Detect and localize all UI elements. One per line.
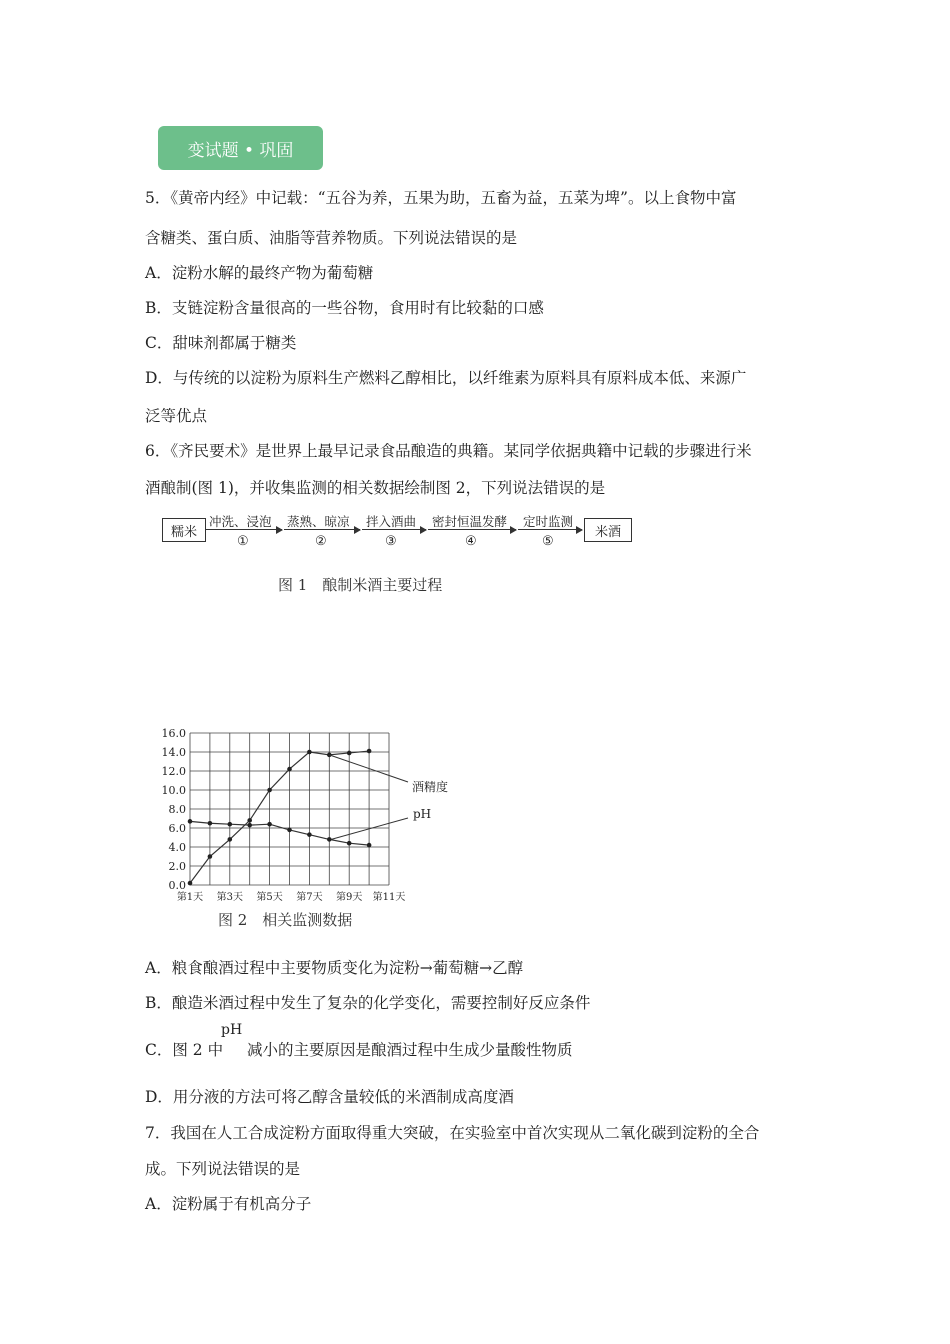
q5-option-c: C．甜味剂都属于糖类 (145, 334, 297, 352)
data-point (188, 881, 193, 886)
flow-arrow (284, 529, 360, 530)
data-point (228, 837, 233, 842)
x-tick-label: 第3天 (216, 892, 243, 903)
q6-option-a: A．粮食酿酒过程中主要物质变化为淀粉→葡萄糖→乙醇 (145, 959, 524, 977)
q5-option-b: B．支链淀粉含量很高的一些谷物，食用时有比较黏的口感 (145, 299, 544, 317)
data-point (247, 818, 252, 823)
figure2-chart (150, 720, 450, 935)
flow-step-label: 密封恒温发酵 (432, 514, 508, 529)
x-tick-label: 第1天 (176, 892, 204, 903)
data-point (367, 749, 372, 754)
flow-start-box: 糯米 (162, 518, 206, 542)
data-point (347, 841, 352, 846)
q7-option-a: A．淀粉属于有机高分子 (145, 1195, 312, 1213)
series-label: 酒精度 (412, 780, 449, 794)
q5-stem-line2: 含糖类、蛋白质、油脂等营养物质。下列说法错误的是 (145, 229, 518, 247)
flow-arrow (206, 529, 282, 530)
y-tick-label: 14.0 (161, 746, 186, 759)
leader-line (329, 755, 408, 782)
figure1-caption: 图 1 酿制米酒主要过程 (278, 576, 443, 594)
y-tick-label: 6.0 (168, 822, 186, 835)
q6-option-c-ph: pH (221, 1022, 243, 1038)
data-point (307, 750, 312, 755)
flow-step-label: 冲洗、浸泡 (209, 514, 272, 529)
q5-option-d-line1: D．与传统的以淀粉为原料生产燃料乙醇相比，以纤维素为原料具有原料成本低、来源广 (145, 369, 747, 387)
data-point (327, 837, 332, 842)
x-tick-label: 第9天 (336, 892, 363, 903)
leader-line (331, 818, 408, 839)
flow-step-num: ③ (385, 534, 397, 549)
data-point (287, 828, 292, 833)
x-tick-label: 第11天 (372, 892, 406, 903)
q6-option-c-text: 减小的主要原因是酿酒过程中生成少量酸性物质 (247, 1041, 573, 1059)
q5-option-d-line2: 泛等优点 (145, 407, 208, 425)
data-point (267, 788, 272, 793)
q6-option-d: D．用分液的方法可将乙醇含量较低的米酒制成高度酒 (145, 1088, 514, 1106)
q6-stem-line2: 酒酿制(图 1)，并收集监测的相关数据绘制图 2，下列说法错误的是 (145, 479, 606, 497)
q6-option-b: B．酿造米酒过程中发生了复杂的化学变化，需要控制好反应条件 (145, 994, 591, 1012)
series-label: pH (413, 807, 432, 821)
data-point (327, 753, 332, 758)
q5-option-a: A．淀粉水解的最终产物为葡萄糖 (145, 264, 374, 282)
data-point (307, 832, 312, 837)
q5-stem-line1: 5．《黄帝内经》中记载：“五谷为养，五果为助，五畜为益，五菜为埤”。以上食物中富 (145, 189, 737, 207)
section-badge: 变试题 • 巩固 (158, 126, 323, 170)
data-point (347, 751, 352, 756)
flow-step-num: ⑤ (542, 534, 554, 549)
y-tick-label: 0.0 (168, 879, 186, 892)
data-point (367, 843, 372, 848)
data-point (228, 822, 233, 827)
flow-step-num: ② (315, 534, 327, 549)
y-tick-label: 4.0 (168, 841, 186, 854)
flow-arrow (428, 529, 516, 530)
data-point (208, 821, 213, 826)
y-tick-label: 8.0 (168, 803, 186, 816)
q7-stem-line1: 7．我国在人工合成淀粉方面取得重大突破，在实验室中首次实现从二氧化碳到淀粉的全合 (145, 1124, 760, 1142)
x-tick-label: 第7天 (296, 892, 323, 903)
data-point (188, 819, 193, 824)
data-point (208, 854, 213, 859)
y-tick-label: 16.0 (161, 727, 186, 740)
q6-option-c-prefix: C．图 2 中 (145, 1041, 224, 1059)
y-tick-label: 2.0 (168, 860, 186, 873)
flow-step-label: 蒸熟、晾凉 (287, 514, 350, 529)
flow-step-num: ① (237, 534, 249, 549)
figure2-caption: 图 2 相关监测数据 (218, 911, 353, 929)
flow-step-label: 拌入酒曲 (366, 514, 417, 529)
flow-arrow (362, 529, 426, 530)
flow-step-label: 定时监测 (523, 514, 574, 529)
figure1-flow-diagram (162, 512, 632, 554)
data-point (287, 767, 292, 772)
data-point (267, 822, 272, 827)
y-tick-label: 12.0 (161, 765, 186, 778)
x-tick-label: 第5天 (256, 892, 283, 903)
flow-step-num: ④ (465, 534, 477, 549)
q6-stem-line1: 6．《齐民要术》是世界上最早记录食品酿造的典籍。某同学依据典籍中记载的步骤进行米 (145, 442, 752, 460)
flow-end-box: 米酒 (584, 518, 632, 542)
y-tick-label: 10.0 (161, 784, 186, 797)
data-point (247, 823, 252, 828)
q7-stem-line2: 成。下列说法错误的是 (145, 1160, 301, 1178)
series-line (190, 821, 369, 845)
flow-arrow (518, 529, 582, 530)
